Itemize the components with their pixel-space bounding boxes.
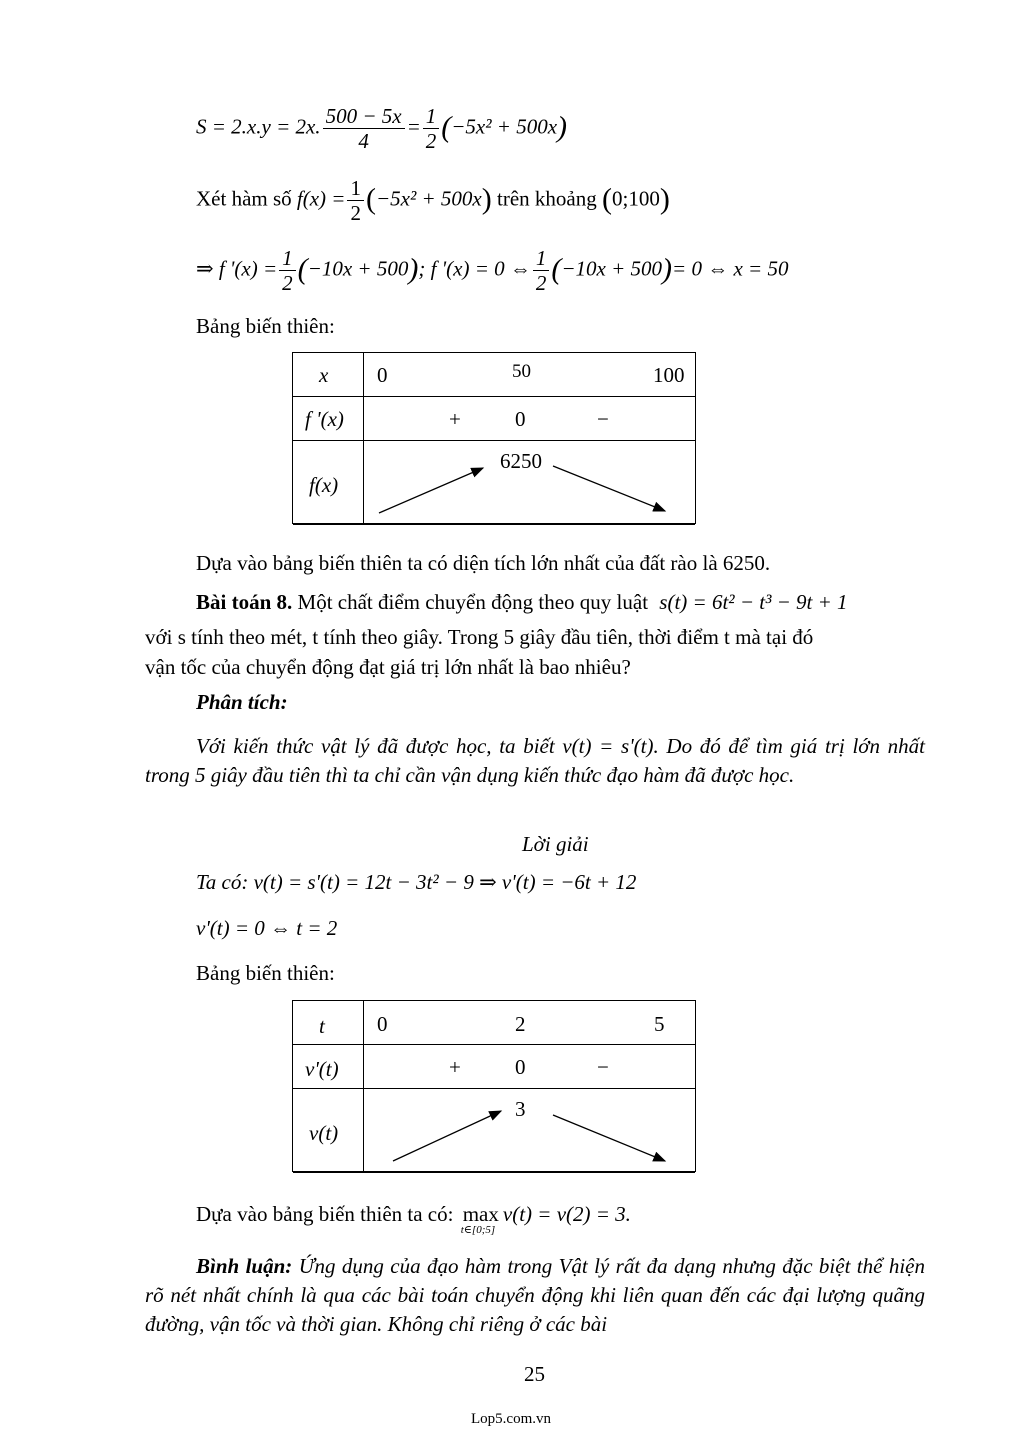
sign-minus: − — [597, 407, 609, 431]
equation-area-lhs: S = 2.x.y = 2x. — [196, 114, 321, 139]
solution-title: Lời giải — [522, 832, 589, 856]
value-50: 50 — [512, 361, 531, 382]
problem-8-line1: Bài toán 8. Một chất điểm chuyển động theo quy luật s(t) = 6t² − t³ − 9t + 1 — [196, 590, 848, 614]
fraction: $\frac{1}{2}$ — [279, 246, 296, 295]
row-label-t: t — [319, 1014, 325, 1038]
value-5: 5 — [654, 1012, 665, 1036]
fraction: $\frac{500 - 5x}{4}$ — [323, 104, 405, 153]
sign-zero: 0 — [515, 1055, 526, 1079]
sign-zero: 0 — [515, 407, 526, 431]
page-number: 25 — [524, 1362, 545, 1386]
analysis-title: Phân tích: — [196, 690, 288, 714]
sign-minus: − — [597, 1055, 609, 1079]
velocity-zero: v'(t) = 0 ⇔ t = 2 — [196, 916, 338, 940]
comment-paragraph: Bình luận: Ứng dụng của đạo hàm trong Vật lý rất đa dạng nhưng đặc biệt thể hiện rõ nét nhất chính là qua các bài toán chuyển động khi liên quan đến các đại lượng quãng đường, vận tốc và thời gian. Không chỉ riêng ở các bài — [145, 1254, 926, 1336]
value-0: 0 — [377, 1012, 388, 1036]
equation-area: S = 2.x.y = 2x. $\frac{500 - 5x}{4}$ = $\frac{1}{2}$ (−5x² + 500x) — [196, 104, 568, 154]
velocity-equation: Ta có: v(t) = s'(t) = 12t − 3t² − 9 ⇒ v'(t) = −6t + 12 — [196, 870, 637, 894]
variation-table-label: Bảng biến thiên: — [196, 314, 335, 338]
max-value: 6250 — [500, 449, 542, 473]
decreasing-arrow — [553, 1115, 665, 1161]
variation-arrows-2 — [293, 1001, 697, 1173]
fraction: $\frac{1}{2}$ — [347, 176, 364, 225]
variation-table-2 — [292, 1000, 696, 1172]
decreasing-arrow — [553, 466, 665, 511]
conclusion-2: Dựa vào bảng biến thiên ta có: max t∈[0;5] v(t) = v(2) = 3. — [196, 1202, 631, 1236]
analysis-text: Với kiến thức vật lý đã được học, ta biết v(t) = s'(t). Do đó để tìm giá trị lớn nhất trong 5 giây đầu tiên thì ta chỉ cần vận dụng kiến thức đạo hàm đã được học. — [145, 734, 925, 787]
function-definition: Xét hàm số f(x) = $\frac{1}{2}$ (−5x² + 500x) trên khoảng (0;100) — [196, 176, 670, 226]
row-label-velocity: v(t) — [309, 1121, 339, 1145]
value-100: 100 — [653, 363, 685, 387]
problem-8-line3: vận tốc của chuyển động đạt giá trị lớn nhất là bao nhiêu? — [145, 655, 631, 679]
max-value: 3 — [515, 1097, 526, 1121]
sign-plus: + — [449, 407, 461, 431]
fraction: $\frac{1}{2}$ — [533, 246, 550, 295]
increasing-arrow — [393, 1111, 501, 1161]
sign-plus: + — [449, 1055, 461, 1079]
row-label-x: x — [319, 363, 329, 387]
value-2: 2 — [515, 1012, 526, 1036]
conclusion-1: Dựa vào bảng biến thiên ta có diện tích lớn nhất của đất rào là 6250. — [196, 551, 771, 575]
problem-8-line2: với s tính theo mét, t tính theo giây. Trong 5 giây đầu tiên, thời điểm t mà tại đó — [145, 625, 814, 649]
variation-arrows — [293, 353, 697, 525]
fraction: $\frac{1}{2}$ — [423, 104, 440, 153]
row-label-derivative: f '(x) — [305, 407, 344, 431]
footer-site[interactable]: Lop5.com.vn — [471, 1411, 551, 1427]
variation-table-label-2: Bảng biến thiên: — [196, 961, 335, 985]
variation-table-1 — [292, 352, 696, 524]
derivative-equation: ⇒ f '(x) = $\frac{1}{2}$ (−10x + 500); f '(x) = 0 ⇔ $\frac{1}{2}$ (−10x + 500)= 0 ⇔ x = 50 — [196, 246, 789, 296]
row-label-function: f(x) — [309, 473, 339, 497]
increasing-arrow — [379, 468, 483, 513]
row-label-velocity-derivative: v'(t) — [305, 1057, 339, 1081]
value-0: 0 — [377, 363, 388, 387]
